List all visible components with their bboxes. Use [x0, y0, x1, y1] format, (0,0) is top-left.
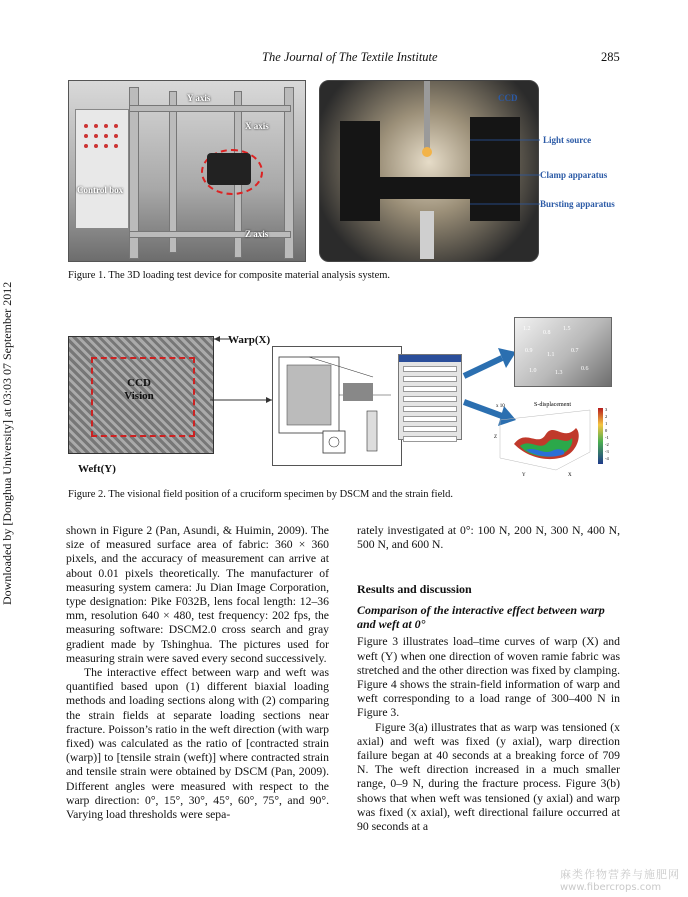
dscm-setup-diagram — [272, 346, 402, 466]
paragraph: rately investigated at 0°: 100 N, 200 N, 300 N, 400 N, 500 N, and 600 N. — [357, 524, 620, 552]
control-box-label: Control box — [77, 185, 124, 195]
left-column — [66, 524, 329, 822]
ccd-vision-label: CCD Vision — [124, 377, 154, 402]
page-number: 285 — [601, 50, 620, 64]
warp-label: Warp(X) — [228, 334, 271, 346]
colorbar-tick: 3 — [605, 407, 608, 412]
paragraph: Figure 3(a) illustrates that as warp was tensioned (x axial) and weft was fixed (y axial), warp direction failure began at 40 seconds at a breaking force of 709 N. The weft direction increased in a much smaller range, 0–9 N, during the fracture process. Figure 3(b) shows that when weft was tensioned (y axial) and warp was fixed (x axial), weft directional failure occurred at 90 seconds at a — [357, 720, 620, 834]
paragraph: The interactive effect between warp and weft was quantified based upon (1) different biaxial loading methods and loading sections along with (2) comparing the strain fields at separate loading sections near fracture. Poisson’s ratio in the weft direction (with warp fixed) was calculated as the ratio of [contracted strain (warp)] to [tensile strain (weft)] where contracted strain and tensile strain were obtained by DSCM (Pan, 2009). Different angles were measured with respect to the warp direction: 0°, 15°, 30°, 45°, 60°, 75°, and 90°. Varying load thresholds were sepa- — [66, 666, 329, 822]
subsection-heading: Comparison of the interactive effect between warp and weft at 0° — [357, 603, 605, 632]
callout-light-source: Light source — [543, 135, 592, 145]
light-source-glow — [422, 147, 432, 157]
colorbar-tick: -2 — [605, 442, 609, 447]
section-heading: Results and discussion — [357, 582, 472, 597]
callout-bursting-apparatus: Bursting apparatus — [540, 199, 615, 209]
plot-title: S-displacement — [534, 402, 571, 408]
s-displacement-plot — [486, 398, 616, 480]
control-box — [75, 109, 129, 229]
colorbar-tick: 2 — [605, 414, 608, 419]
colorbar-tick: 0 — [605, 428, 608, 433]
paragraph: shown in Figure 2 (Pan, Asundi, & Huimin, 2009). The size of measured surface area of fabric: 360 × 360 pixels, and the accuracy of measurement can arrive at about 0.01 pixels theoretically. The manufacturer of measuring system camera: Ju Dian Image Corporation, type designation: Pike F032B, lens focal length: 12–36 mm, resolution 640 × 480, test frequency: 202 fps, the measuring software: DSCM2.0 cross search and gray gradient made by Tshinghua. The pictures used for measuring strain were saved every second successively. — [66, 524, 329, 665]
journal-title: The Journal of The Textile Institute — [262, 50, 438, 64]
right-column — [357, 524, 620, 834]
ccd-label: CCD — [498, 93, 518, 103]
x-axis-label: X axis — [245, 121, 269, 131]
specimen-clamp — [207, 153, 251, 185]
running-head — [0, 50, 688, 68]
colorbar-tick: -1 — [605, 435, 609, 440]
download-notice-text: Downloaded by [Donghua University] at 03:03 07 September 2012 — [0, 281, 14, 605]
z-axis-label: Z — [494, 435, 498, 440]
colorbar-tick: -3 — [605, 449, 609, 454]
watermark-line1: 麻类作物营养与施肥网 — [560, 868, 680, 881]
figure1-caption: Figure 1. The 3D loading test device for composite material analysis system. — [68, 270, 391, 281]
y-axis-label: Y axis — [187, 93, 211, 103]
weft-label: Weft(Y) — [78, 463, 116, 475]
watermark-url: www.fibercrops.com — [560, 882, 662, 893]
strain-field-map: 1.2 0.8 1.5 0.9 1.1 0.7 1.0 1.3 0.6 — [514, 317, 612, 387]
figure2-caption: Figure 2. The visional field position of a cruciform specimen by DSCM and the strain field. — [68, 489, 454, 500]
y-axis-label: Y — [522, 473, 526, 478]
callout-clamp-apparatus: Clamp apparatus — [540, 170, 608, 180]
site-watermark — [560, 866, 688, 894]
download-notice — [0, 0, 18, 897]
figure1-photo-rig — [68, 80, 306, 262]
colorbar-tick: 1 — [605, 421, 608, 426]
callout-leader-lines — [470, 80, 550, 260]
x-axis-label: X — [568, 473, 572, 478]
software-dialog — [398, 354, 462, 440]
paragraph: Figure 3 illustrates load–time curves of warp (X) and weft (Y) when one direction of woven ramie fabric was stretched and the other direction was fixed by clamping. Figure 4 shows the strain-field information of warp and weft corresponding to a load range of 300–400 N in Figure 3. — [357, 635, 620, 720]
figure2-fabric-image — [68, 336, 214, 454]
plot-exponent: x 10 — [496, 404, 505, 409]
colorbar-tick: -4 — [605, 456, 609, 461]
z-axis-label: Z axis — [245, 229, 269, 239]
